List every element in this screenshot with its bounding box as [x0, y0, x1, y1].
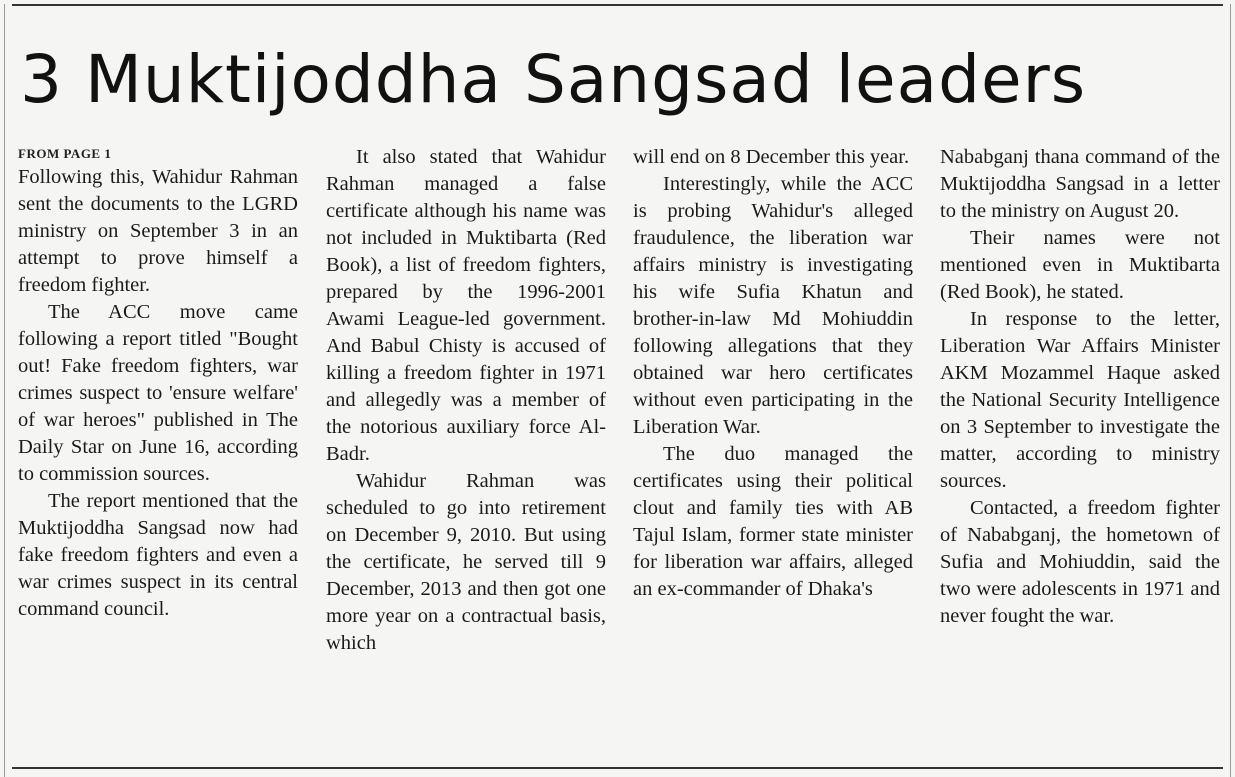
paragraph: Nababganj thana command of the Muktijoddha Sangsad in a letter to the ministry on August 20. [940, 146, 1220, 222]
page-edge-right [1230, 4, 1231, 777]
paragraph: will end on 8 December this year. [633, 146, 910, 168]
paragraph: In response to the letter, Liberation War Affairs Minister AKM Mozammel Haque asked the National Security Intelligence on 3 September to investigate the matter, according to ministry sources. [940, 308, 1220, 492]
paragraph: The ACC move came following a report titled "Bought out! Fake freedom fighters, war crimes suspect to 'ensure welfare' of war heroes" published in The Daily Star on June 16, according to commission sources. [18, 301, 298, 485]
headline: 3 Muktijoddha Sangsad leaders [20, 41, 1087, 118]
paragraph: It also stated that Wahidur Rahman managed a false certificate although his name was not included in Muktibarta (Red Book), a list of freedom fighters, prepared by the 1996-2001 Awami League-led government. And Babul Chisty is accused of killing a freedom fighter in 1971 and allegedly was a member of the notorious auxiliary force Al-Badr. [326, 146, 606, 465]
paragraph: Contacted, a freedom fighter of Nababganj, the hometown of Sufia and Mohiuddin, said the two were adolescents in 1971 and never fought the war. [940, 497, 1220, 627]
article-column-2 [326, 144, 606, 657]
paragraph: Following this, Wahidur Rahman sent the documents to the LGRD ministry on September 3 in an attempt to prove himself a freedom fighter. [18, 166, 298, 296]
page-edge-left [4, 4, 5, 777]
paragraph: The duo managed the certificates using their political clout and family ties with AB Tajul Islam, former state minister for liberation war affairs, alleged an ex-commander of Dhaka's [633, 443, 913, 600]
article-column-4 [940, 144, 1220, 630]
paragraph: Their names were not mentioned even in Muktibarta (Red Book), he stated. [940, 227, 1220, 303]
paragraph: Interestingly, while the ACC is probing Wahidur's alleged fraudulence, the liberation war affairs ministry is investigating his wife Sufia Khatun and brother-in-law Md Mohiuddin following allegations that they obtained war hero certificates without even participating in the Liberation War. [633, 173, 913, 438]
jump-label: FROM PAGE 1 [18, 146, 112, 161]
paragraph: The report mentioned that the Muktijoddha Sangsad now had fake freedom fighters and even a war crimes suspect in its central command council. [18, 490, 298, 620]
paragraph: Wahidur Rahman was scheduled to go into retirement on December 9, 2010. But using the certificate, he served till 9 December, 2013 and then got one more year on a contractual basis, which [326, 470, 606, 654]
bottom-rule [12, 767, 1223, 769]
article-column-3 [633, 144, 913, 603]
top-rule [12, 4, 1223, 6]
article-column-1 [18, 144, 298, 623]
